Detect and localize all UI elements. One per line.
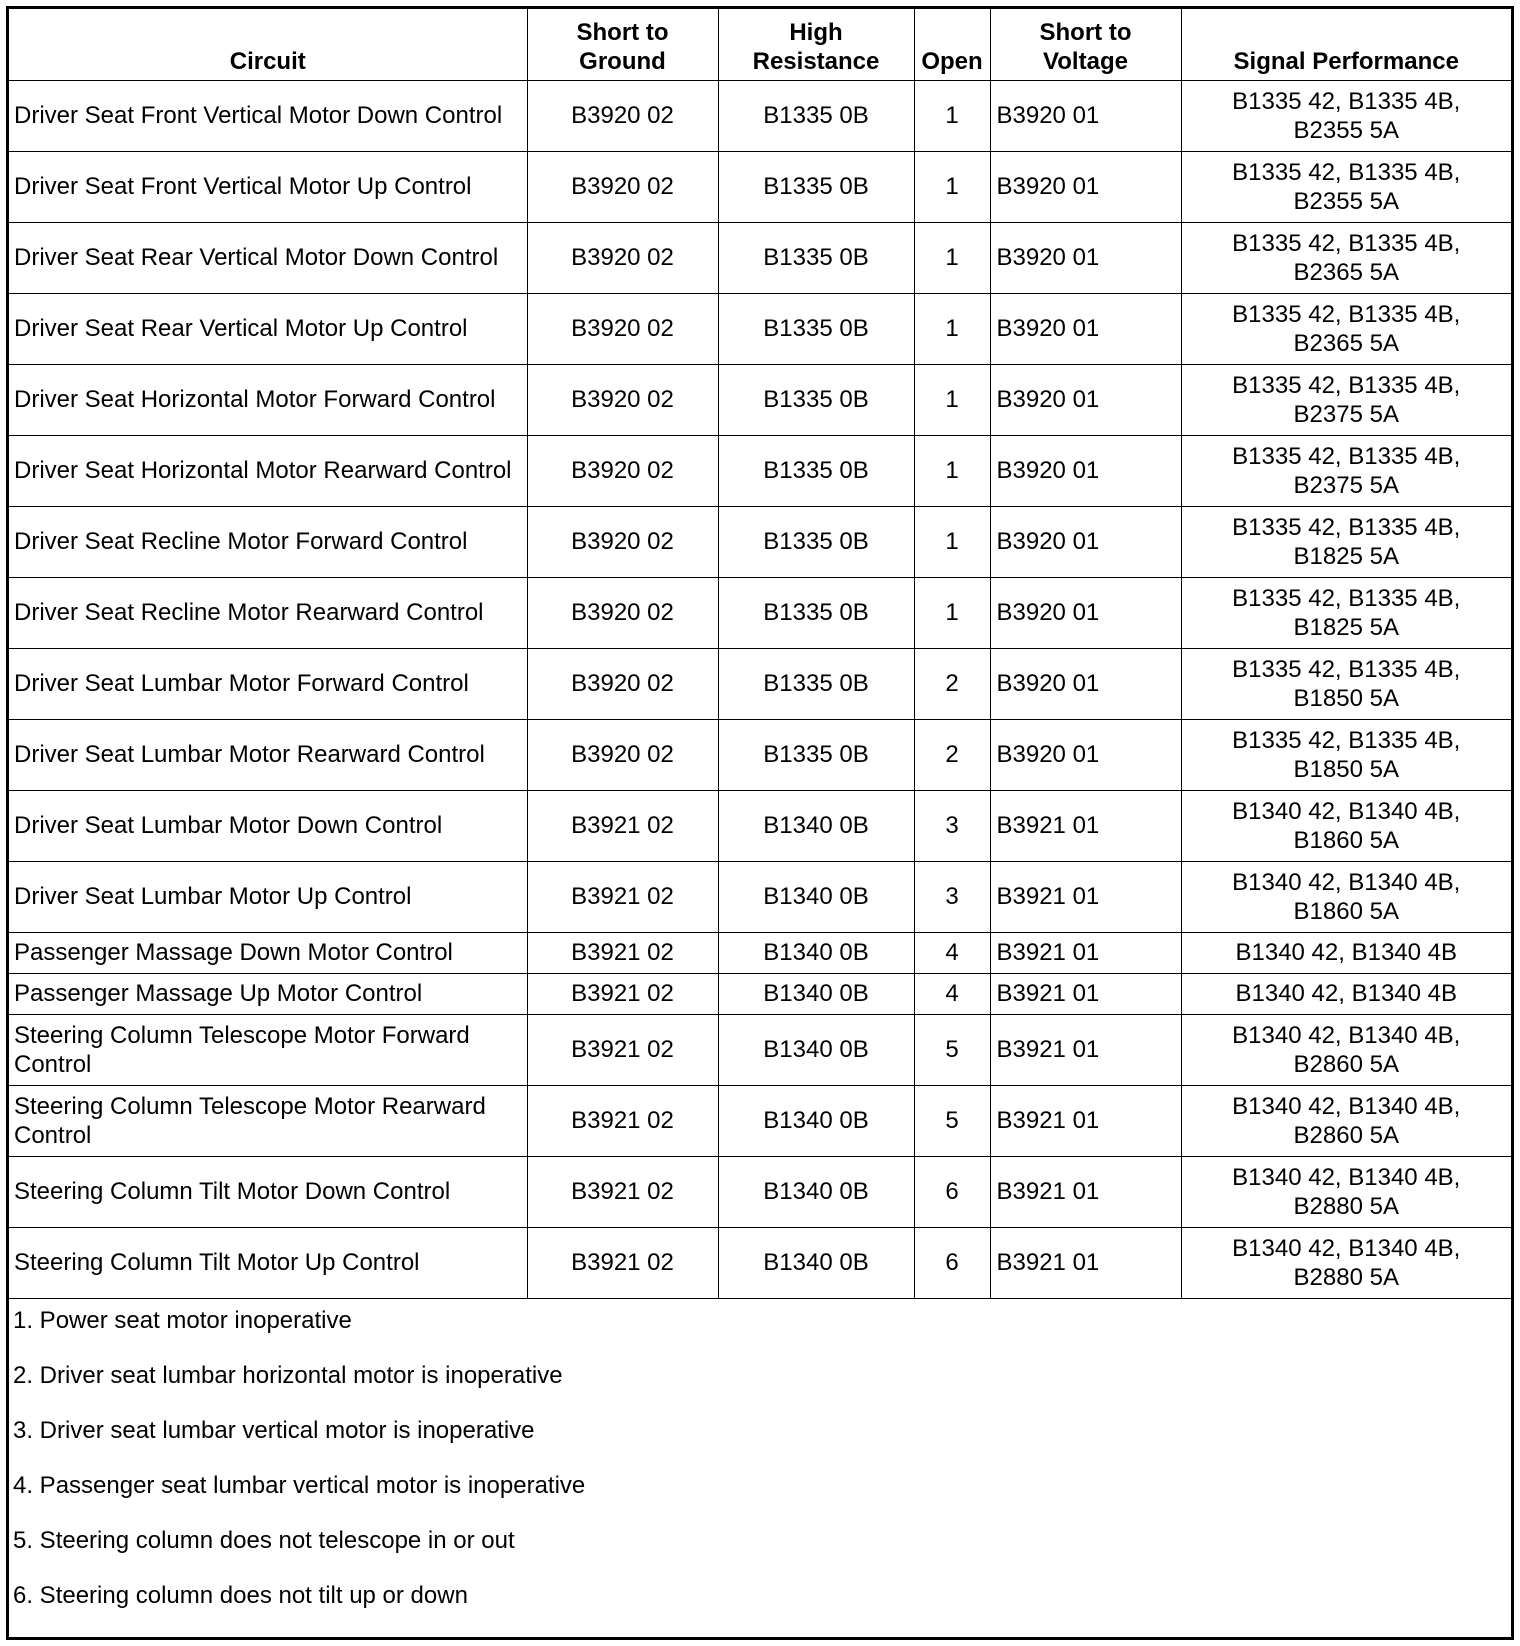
footnotes [9,1299,1511,1629]
cell-short-to-voltage: B3921 01 [990,1014,1181,1085]
cell-short-to-voltage: B3921 01 [990,861,1181,932]
cell-high-resistance: B1340 0B [718,932,914,973]
cell-signal-performance: B1335 42, B1335 4B, B2375 5A [1181,364,1511,435]
cell-circuit: Passenger Massage Up Motor Control [9,973,527,1014]
cell-signal-performance: B1340 42, B1340 4B, B2860 5A [1181,1014,1511,1085]
cell-short-to-voltage: B3920 01 [990,506,1181,577]
cell-high-resistance: B1340 0B [718,790,914,861]
cell-circuit: Driver Seat Front Vertical Motor Down Control [9,80,527,151]
cell-short-to-voltage: B3920 01 [990,222,1181,293]
cell-circuit: Steering Column Tilt Motor Up Control [9,1227,527,1298]
cell-signal-performance: B1340 42, B1340 4B, B2880 5A [1181,1156,1511,1227]
cell-short-to-ground: B3921 02 [527,790,718,861]
table-row [9,973,1511,1014]
cell-open: 6 [914,1156,990,1227]
footnote-item: 2. Driver seat lumbar horizontal motor is inoperative [13,1361,563,1389]
table-row [9,932,1511,973]
cell-open: 5 [914,1085,990,1156]
cell-short-to-ground: B3920 02 [527,80,718,151]
cell-circuit: Passenger Massage Down Motor Control [9,932,527,973]
cell-open: 3 [914,861,990,932]
cell-short-to-voltage: B3921 01 [990,932,1181,973]
cell-short-to-voltage: B3921 01 [990,1085,1181,1156]
cell-open: 2 [914,719,990,790]
cell-circuit: Driver Seat Recline Motor Forward Control [9,506,527,577]
cell-open: 1 [914,364,990,435]
cell-short-to-ground: B3920 02 [527,648,718,719]
cell-short-to-ground: B3921 02 [527,1014,718,1085]
cell-short-to-ground: B3920 02 [527,719,718,790]
cell-open: 1 [914,435,990,506]
cell-open: 6 [914,1227,990,1298]
cell-circuit: Driver Seat Horizontal Motor Forward Control [9,364,527,435]
table-row [9,506,1511,577]
cell-short-to-ground: B3921 02 [527,1227,718,1298]
footnote-item: 4. Passenger seat lumbar vertical motor is inoperative [13,1471,586,1499]
table-row [9,1227,1511,1298]
table-row [9,861,1511,932]
cell-open: 1 [914,151,990,222]
cell-high-resistance: B1335 0B [718,577,914,648]
cell-high-resistance: B1335 0B [718,80,914,151]
table-row [9,719,1511,790]
table-row [9,648,1511,719]
cell-open: 4 [914,932,990,973]
table-body [9,80,1511,1298]
cell-open: 1 [914,577,990,648]
cell-circuit: Driver Seat Lumbar Motor Rearward Control [9,719,527,790]
cell-signal-performance: B1340 42, B1340 4B [1181,973,1511,1014]
table-row [9,1085,1511,1156]
table-row [9,80,1511,151]
cell-high-resistance: B1335 0B [718,293,914,364]
cell-open: 1 [914,293,990,364]
cell-signal-performance: B1340 42, B1340 4B, B1860 5A [1181,790,1511,861]
cell-circuit: Steering Column Telescope Motor Rearward Control [9,1085,527,1156]
cell-signal-performance: B1335 42, B1335 4B, B1825 5A [1181,577,1511,648]
cell-short-to-ground: B3920 02 [527,151,718,222]
cell-short-to-voltage: B3920 01 [990,364,1181,435]
cell-open: 1 [914,506,990,577]
header-high-resistance: High Resistance [718,9,914,80]
cell-short-to-ground: B3921 02 [527,973,718,1014]
cell-high-resistance: B1340 0B [718,1014,914,1085]
cell-signal-performance: B1335 42, B1335 4B, B1825 5A [1181,506,1511,577]
cell-circuit: Driver Seat Recline Motor Rearward Control [9,577,527,648]
cell-short-to-voltage: B3921 01 [990,973,1181,1014]
cell-signal-performance: B1335 42, B1335 4B, B1850 5A [1181,719,1511,790]
cell-short-to-ground: B3920 02 [527,293,718,364]
cell-circuit: Driver Seat Rear Vertical Motor Up Control [9,293,527,364]
cell-signal-performance: B1335 42, B1335 4B, B2365 5A [1181,293,1511,364]
cell-open: 4 [914,973,990,1014]
table-row [9,1014,1511,1085]
cell-short-to-voltage: B3921 01 [990,790,1181,861]
cell-circuit: Driver Seat Rear Vertical Motor Down Control [9,222,527,293]
cell-short-to-voltage: B3920 01 [990,648,1181,719]
cell-short-to-ground: B3921 02 [527,1156,718,1227]
table-row [9,577,1511,648]
cell-high-resistance: B1335 0B [718,719,914,790]
header-short-to-voltage: Short to Voltage [990,9,1181,80]
cell-open: 3 [914,790,990,861]
table-row [9,364,1511,435]
footnote-item: 1. Power seat motor inoperative [13,1306,352,1334]
cell-circuit: Steering Column Tilt Motor Down Control [9,1156,527,1227]
cell-short-to-voltage: B3921 01 [990,1227,1181,1298]
cell-high-resistance: B1335 0B [718,506,914,577]
cell-circuit: Driver Seat Horizontal Motor Rearward Control [9,435,527,506]
cell-high-resistance: B1340 0B [718,973,914,1014]
circuit-fault-table [9,9,1511,1299]
cell-open: 2 [914,648,990,719]
cell-circuit: Steering Column Telescope Motor Forward Control [9,1014,527,1085]
cell-short-to-voltage: B3921 01 [990,1156,1181,1227]
table-row [9,151,1511,222]
cell-short-to-voltage: B3920 01 [990,151,1181,222]
cell-short-to-voltage: B3920 01 [990,577,1181,648]
cell-short-to-voltage: B3920 01 [990,293,1181,364]
cell-short-to-voltage: B3920 01 [990,80,1181,151]
cell-high-resistance: B1335 0B [718,151,914,222]
cell-high-resistance: B1335 0B [718,364,914,435]
table-row [9,222,1511,293]
table-row [9,293,1511,364]
header-circuit: Circuit [9,9,527,80]
header-signal-performance: Signal Performance [1181,9,1511,80]
cell-short-to-ground: B3920 02 [527,222,718,293]
cell-short-to-ground: B3920 02 [527,577,718,648]
cell-signal-performance: B1335 42, B1335 4B, B2355 5A [1181,151,1511,222]
cell-open: 5 [914,1014,990,1085]
cell-signal-performance: B1340 42, B1340 4B, B1860 5A [1181,861,1511,932]
cell-short-to-ground: B3920 02 [527,506,718,577]
table-row [9,790,1511,861]
cell-short-to-voltage: B3920 01 [990,719,1181,790]
cell-signal-performance: B1335 42, B1335 4B, B2365 5A [1181,222,1511,293]
cell-short-to-voltage: B3920 01 [990,435,1181,506]
cell-circuit: Driver Seat Lumbar Motor Forward Control [9,648,527,719]
cell-short-to-ground: B3921 02 [527,1085,718,1156]
cell-signal-performance: B1340 42, B1340 4B, B2860 5A [1181,1085,1511,1156]
cell-high-resistance: B1335 0B [718,648,914,719]
cell-circuit: Driver Seat Lumbar Motor Up Control [9,861,527,932]
diagnostic-table-document [6,6,1514,1640]
cell-signal-performance: B1340 42, B1340 4B, B2880 5A [1181,1227,1511,1298]
cell-high-resistance: B1340 0B [718,1156,914,1227]
cell-high-resistance: B1335 0B [718,435,914,506]
footnote-item: 3. Driver seat lumbar vertical motor is inoperative [13,1416,535,1444]
table-row [9,1156,1511,1227]
cell-high-resistance: B1340 0B [718,861,914,932]
header-short-to-ground: Short to Ground [527,9,718,80]
header-open: Open [914,9,990,80]
cell-short-to-ground: B3920 02 [527,435,718,506]
cell-signal-performance: B1340 42, B1340 4B [1181,932,1511,973]
table-header-row [9,9,1511,80]
cell-short-to-ground: B3920 02 [527,364,718,435]
cell-short-to-ground: B3921 02 [527,861,718,932]
cell-open: 1 [914,222,990,293]
cell-high-resistance: B1340 0B [718,1085,914,1156]
table-row [9,435,1511,506]
footnote-item: 5. Steering column does not telescope in or out [13,1526,515,1554]
cell-high-resistance: B1340 0B [718,1227,914,1298]
cell-open: 1 [914,80,990,151]
cell-circuit: Driver Seat Front Vertical Motor Up Control [9,151,527,222]
cell-signal-performance: B1335 42, B1335 4B, B1850 5A [1181,648,1511,719]
cell-high-resistance: B1335 0B [718,222,914,293]
cell-short-to-ground: B3921 02 [527,932,718,973]
cell-signal-performance: B1335 42, B1335 4B, B2355 5A [1181,80,1511,151]
cell-signal-performance: B1335 42, B1335 4B, B2375 5A [1181,435,1511,506]
cell-circuit: Driver Seat Lumbar Motor Down Control [9,790,527,861]
footnote-item: 6. Steering column does not tilt up or down [13,1581,468,1609]
